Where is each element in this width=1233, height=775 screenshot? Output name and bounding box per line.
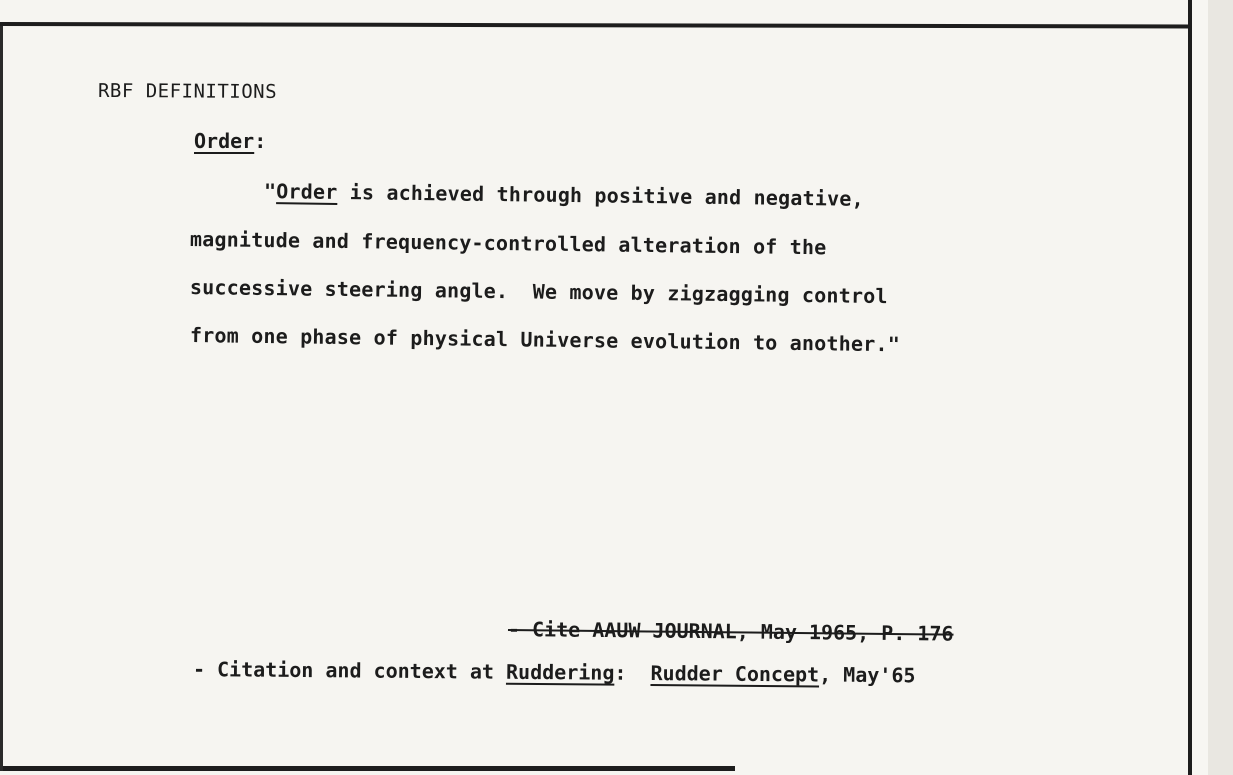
- term-colon: :: [254, 129, 267, 153]
- quote-line-1: [264, 179, 864, 211]
- quote-line-4: from one phase of physical Universe evolution to another.": [189, 323, 901, 357]
- page-edge: [1208, 0, 1233, 775]
- top-border: [0, 22, 1192, 28]
- quote-term: Order: [276, 179, 338, 204]
- quote-line-2: magnitude and frequency-controlled alteration of the: [189, 227, 827, 260]
- struck-citation: - Cite AAUW JOURNAL, May 1965, P. 176: [507, 617, 954, 646]
- citation-line: [193, 657, 916, 687]
- quote-line-1-text: is achieved through positive and negative,: [337, 179, 864, 211]
- bottom-border: [0, 766, 735, 771]
- term-label: [194, 129, 266, 153]
- quote-open-mark: ": [263, 179, 277, 204]
- term-word: Order: [194, 129, 255, 153]
- citation-suffix: , May'65: [819, 662, 916, 688]
- left-border: [0, 26, 3, 771]
- citation-link-ruddering[interactable]: Ruddering: [505, 659, 615, 685]
- citation-link-rudder-concept[interactable]: Rudder Concept: [650, 660, 820, 687]
- quote-line-3: successive steering angle. We move by zigzagging control: [189, 275, 888, 309]
- citation-prefix: - Citation and context at: [192, 657, 507, 684]
- right-border: [1188, 0, 1192, 775]
- citation-separator: :: [614, 660, 651, 685]
- card-heading: RBF DEFINITIONS: [97, 80, 278, 103]
